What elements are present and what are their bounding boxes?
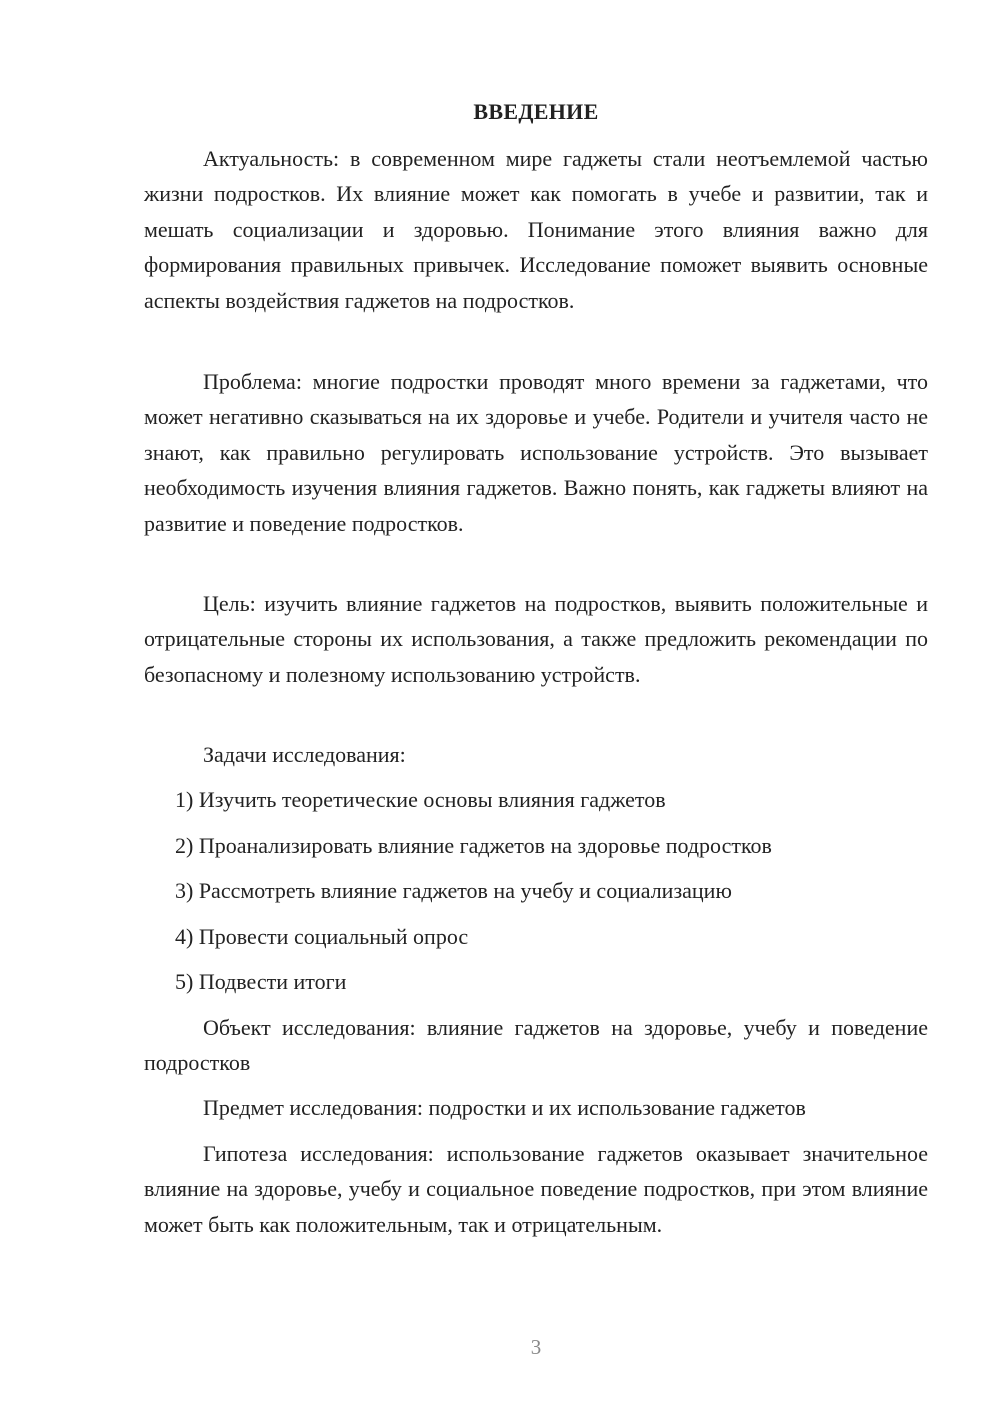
object-section xyxy=(144,1010,928,1081)
subject-paragraph: Предмет исследования: подростки и их использование гаджетов xyxy=(203,1095,806,1120)
hypothesis-paragraph: Гипотеза исследования: использование гаджетов оказывает значительное влияние на здоровье, учебу и социальное поведение подростков, при этом влияние может быть как положительным, так и отрицательным. xyxy=(144,1141,928,1237)
task-item-3: 3) Рассмотреть влияние гаджетов на учебу и социализацию xyxy=(175,878,732,903)
hypothesis-section xyxy=(144,1136,928,1242)
problem-section xyxy=(144,364,928,541)
task-item-4: 4) Провести социальный опрос xyxy=(175,924,469,949)
goal-section xyxy=(144,586,928,692)
task-item-1: 1) Изучить теоретические основы влияния гаджетов xyxy=(175,787,666,812)
task-item-5: 5) Подвести итоги xyxy=(175,969,347,994)
problem-paragraph: Проблема: многие подростки проводят много времени за гаджетами, что может негативно сказываться на их здоровье и учебе. Родители и учителя часто не знают, как правильно регулировать использование устройств. Это вызывает необходимость изучения влияния гаджетов. Важно понять, как гаджеты влияют на развитие и поведение подростков. xyxy=(144,369,928,536)
page-number: 3 xyxy=(530,1335,542,1359)
relevance-paragraph: Актуальность: в современном мире гаджеты стали неотъемлемой частью жизни подростков. Их влияние может как помогать в учебе и развитии, так и мешать социализации и здоровью. Понимание этого влияния важно для формирования правильных привычек. Исследование поможет выявить основные аспекты воздействия гаджетов на подростков. xyxy=(144,146,928,313)
tasks-heading: Задачи исследования: xyxy=(203,742,406,767)
task-item-2: 2) Проанализировать влияние гаджетов на здоровье подростков xyxy=(175,833,772,858)
object-paragraph: Объект исследования: влияние гаджетов на здоровье, учебу и поведение подростков xyxy=(144,1015,928,1076)
page-title: ВВЕДЕНИЕ xyxy=(473,99,599,124)
goal-paragraph: Цель: изучить влияние гаджетов на подростков, выявить положительные и отрицательные стороны их использования, а также предложить рекомендации по безопасному и полезному использованию устройств. xyxy=(144,591,928,687)
relevance-section xyxy=(144,141,928,318)
